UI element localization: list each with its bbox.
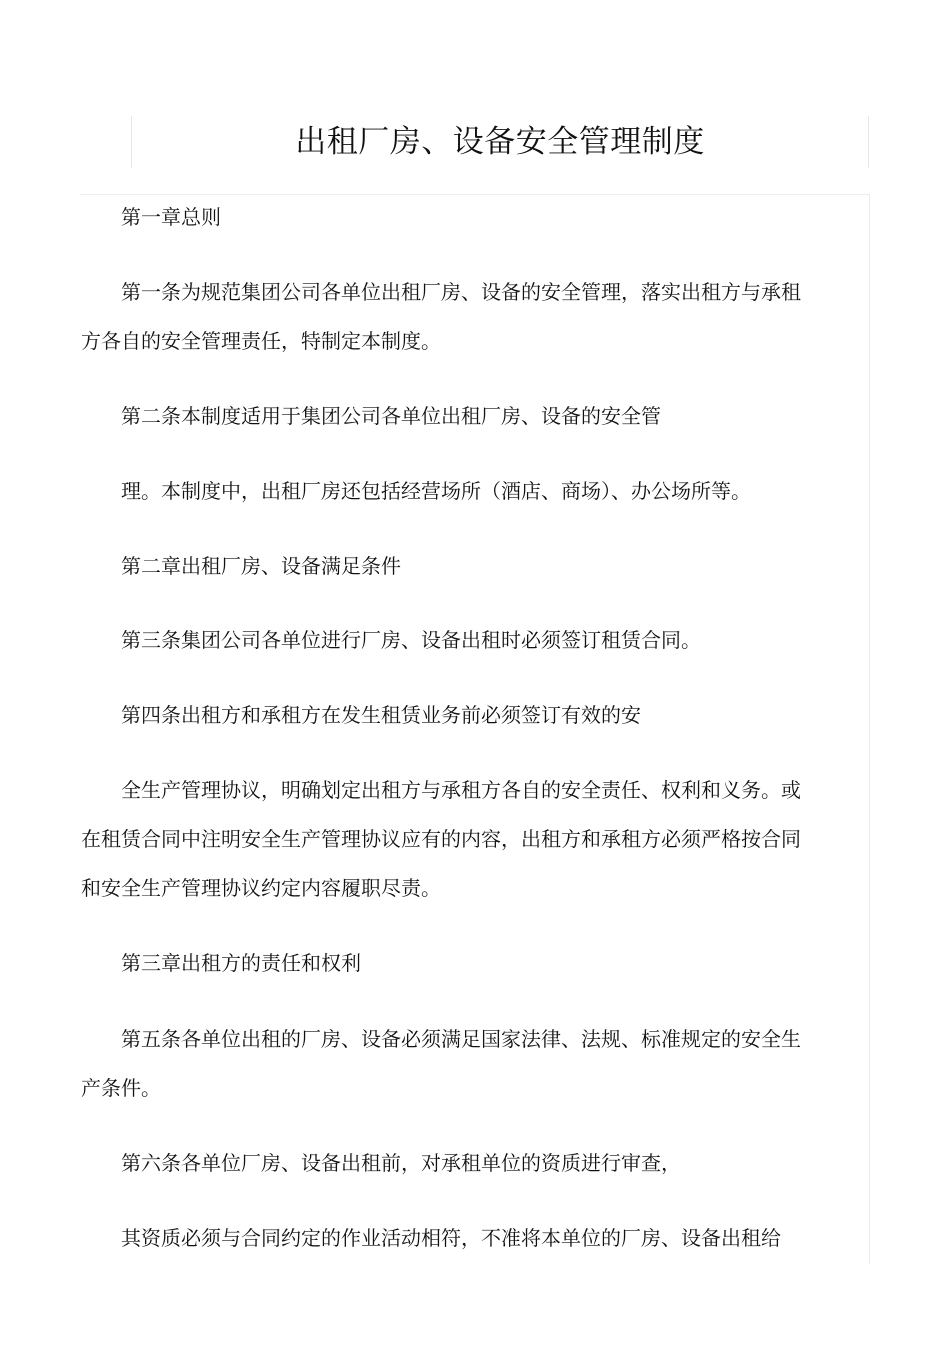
title-box	[131, 116, 869, 168]
article-3: 第三条集团公司各单位进行厂房、设备出租时必须签订租赁合同。	[121, 628, 701, 652]
chapter-2-heading: 第二章出租厂房、设备满足条件	[121, 554, 401, 578]
article-5: 第五条各单位出租的厂房、设备必须满足国家法律、法规、标准规定的安全生产条件。	[81, 1027, 801, 1100]
chapter-3-heading: 第三章出租方的责任和权利	[121, 951, 361, 975]
article-2-part-1: 第二条本制度适用于集团公司各单位出租厂房、设备的安全管	[121, 404, 661, 428]
article-1: 第一条为规范集团公司各单位出租厂房、设备的安全管理，落实出租方与承租方各自的安全管理责任，特制定本制度。	[81, 280, 801, 353]
document-title: 出租厂房、设备安全管理制度	[295, 124, 705, 160]
article-2-part-2: 理。本制度中，出租厂房还包括经营场所（酒店、商场）、办公场所等。	[121, 479, 751, 503]
article-6-part-1: 第六条各单位厂房、设备出租前，对承租单位的资质进行审查，	[121, 1151, 681, 1175]
article-4-part-2: 全生产管理协议，明确划定出租方与承租方各自的安全责任、权利和义务。或在租赁合同中注明安全生产管理协议应有的内容，出租方和承租方必须严格按合同和安全生产管理协议约定内容履职尽责。	[81, 778, 801, 900]
article-6-part-2: 其资质必须与合同约定的作业活动相符，不准将本单位的厂房、设备出租给	[121, 1226, 781, 1250]
article-4-part-1: 第四条出租方和承租方在发生租赁业务前必须签订有效的安	[121, 703, 641, 727]
chapter-1-heading: 第一章总则	[121, 205, 221, 229]
